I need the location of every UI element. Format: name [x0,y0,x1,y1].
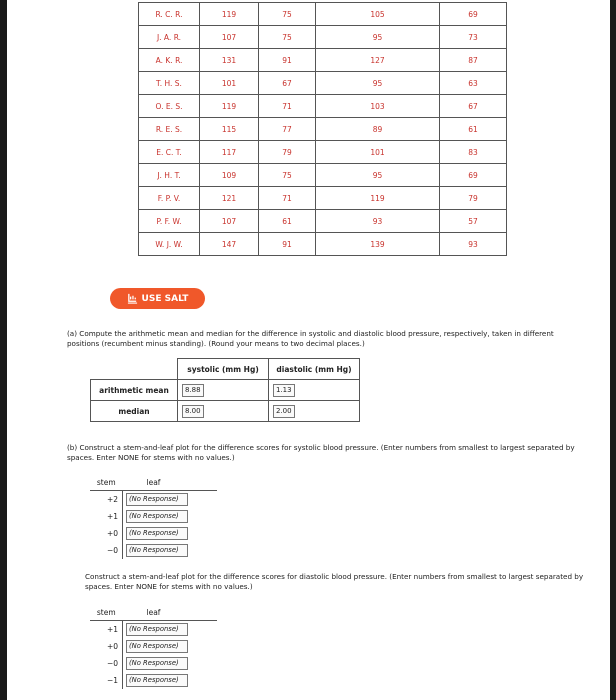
mean-systolic-input[interactable]: 8.88 [182,384,204,397]
mean-median-table [90,358,360,422]
subject-initials-cell: J. A. R. [139,26,200,49]
table-row [139,187,507,210]
subject-initials-cell: R. C. R. [139,3,200,26]
value-cell: 95 [316,26,440,49]
stem-value: +1 [90,508,123,525]
table-row [139,72,507,95]
subject-initials-cell: O. E. S. [139,95,200,118]
stem-header: stem [90,604,123,621]
value-cell: 93 [316,210,440,233]
value-cell: 71 [259,187,316,210]
leaf-input[interactable]: (No Response) [126,493,188,506]
leaf-input[interactable]: (No Response) [126,657,188,670]
table-row [139,141,507,164]
stem-row [90,621,217,639]
part-a-question: (a) Compute the arithmetic mean and median for the difference in systolic and diastolic blood pressure, respectively, taken in different positions (recumbent minus standing). (Round your means to two decimal places.) [67,329,554,348]
table-row [139,26,507,49]
value-cell: 109 [200,164,259,187]
value-cell: 127 [316,49,440,72]
leaf-input[interactable]: (No Response) [126,674,188,687]
value-cell: 103 [316,95,440,118]
table-row [139,3,507,26]
stem-value: +0 [90,638,123,655]
value-cell: 121 [200,187,259,210]
value-cell: 117 [200,141,259,164]
subject-initials-cell: T. H. S. [139,72,200,95]
salt-icon [127,293,138,304]
part-b-question-diastolic: Construct a stem-and-leaf plot for the difference scores for diastolic blood pressure. (Enter numbers from smallest to largest separated by spaces. Enter NONE for stems with no values.) [85,572,584,591]
leaf-input[interactable]: (No Response) [126,623,188,636]
page [7,0,610,700]
subject-initials-cell: E. C. T. [139,141,200,164]
stem-row [90,672,217,689]
subject-initials-cell: A. K. R. [139,49,200,72]
row-median: median [91,401,178,422]
value-cell: 107 [200,210,259,233]
value-cell: 87 [440,49,507,72]
value-cell: 119 [200,3,259,26]
value-cell: 63 [440,72,507,95]
value-cell: 119 [200,95,259,118]
value-cell: 77 [259,118,316,141]
table-row [139,233,507,256]
leaf-header: leaf [123,474,217,491]
leaf-input[interactable]: (No Response) [126,640,188,653]
blood-pressure-table [138,2,507,256]
leaf-input[interactable]: (No Response) [126,510,188,523]
col-systolic: systolic (mm Hg) [178,359,269,380]
value-cell: 61 [440,118,507,141]
stem-row [90,491,217,509]
value-cell: 75 [259,164,316,187]
col-diastolic: diastolic (mm Hg) [269,359,360,380]
diastolic-stem-leaf-plot [90,604,217,689]
value-cell: 71 [259,95,316,118]
value-cell: 69 [440,3,507,26]
stem-row [90,655,217,672]
stem-value: +2 [90,491,123,509]
stem-value: −0 [90,655,123,672]
value-cell: 95 [316,72,440,95]
value-cell: 119 [316,187,440,210]
value-cell: 147 [200,233,259,256]
stem-row [90,508,217,525]
value-cell: 79 [259,141,316,164]
value-cell: 89 [316,118,440,141]
value-cell: 67 [259,72,316,95]
table-row [139,95,507,118]
use-salt-button[interactable] [110,288,205,309]
table-row [139,49,507,72]
value-cell: 61 [259,210,316,233]
mean-diastolic-input[interactable]: 1.13 [273,384,295,397]
table-row [139,210,507,233]
value-cell: 131 [200,49,259,72]
value-cell: 107 [200,26,259,49]
stem-value: +0 [90,525,123,542]
value-cell: 115 [200,118,259,141]
use-salt-label: USE SALT [141,293,189,304]
stem-value: −1 [90,672,123,689]
median-diastolic-input[interactable]: 2.00 [273,405,295,418]
row-arithmetic-mean: arithmetic mean [91,380,178,401]
value-cell: 57 [440,210,507,233]
stem-value: −0 [90,542,123,559]
value-cell: 101 [316,141,440,164]
part-b-question-systolic: (b) Construct a stem-and-leaf plot for the difference scores for systolic blood pressure. (Enter numbers from smallest to largest separated by spaces. Enter NONE for stems with no values.) [67,443,575,462]
table-row [139,164,507,187]
value-cell: 95 [316,164,440,187]
stem-row [90,542,217,559]
subject-initials-cell: P. F. W. [139,210,200,233]
stem-row [90,638,217,655]
value-cell: 93 [440,233,507,256]
median-systolic-input[interactable]: 8.00 [182,405,204,418]
value-cell: 69 [440,164,507,187]
subject-initials-cell: W. J. W. [139,233,200,256]
subject-initials-cell: R. E. S. [139,118,200,141]
value-cell: 105 [316,3,440,26]
stem-row [90,525,217,542]
table-row [139,118,507,141]
subject-initials-cell: F. P. V. [139,187,200,210]
value-cell: 79 [440,187,507,210]
value-cell: 67 [440,95,507,118]
value-cell: 101 [200,72,259,95]
value-cell: 75 [259,26,316,49]
systolic-stem-leaf-plot [90,474,217,559]
value-cell: 91 [259,233,316,256]
leaf-header: leaf [123,604,217,621]
value-cell: 139 [316,233,440,256]
leaf-input[interactable]: (No Response) [126,544,188,557]
subject-initials-cell: J. H. T. [139,164,200,187]
stem-value: +1 [90,621,123,639]
value-cell: 75 [259,3,316,26]
value-cell: 73 [440,26,507,49]
value-cell: 91 [259,49,316,72]
leaf-input[interactable]: (No Response) [126,527,188,540]
value-cell: 83 [440,141,507,164]
stem-header: stem [90,474,123,491]
